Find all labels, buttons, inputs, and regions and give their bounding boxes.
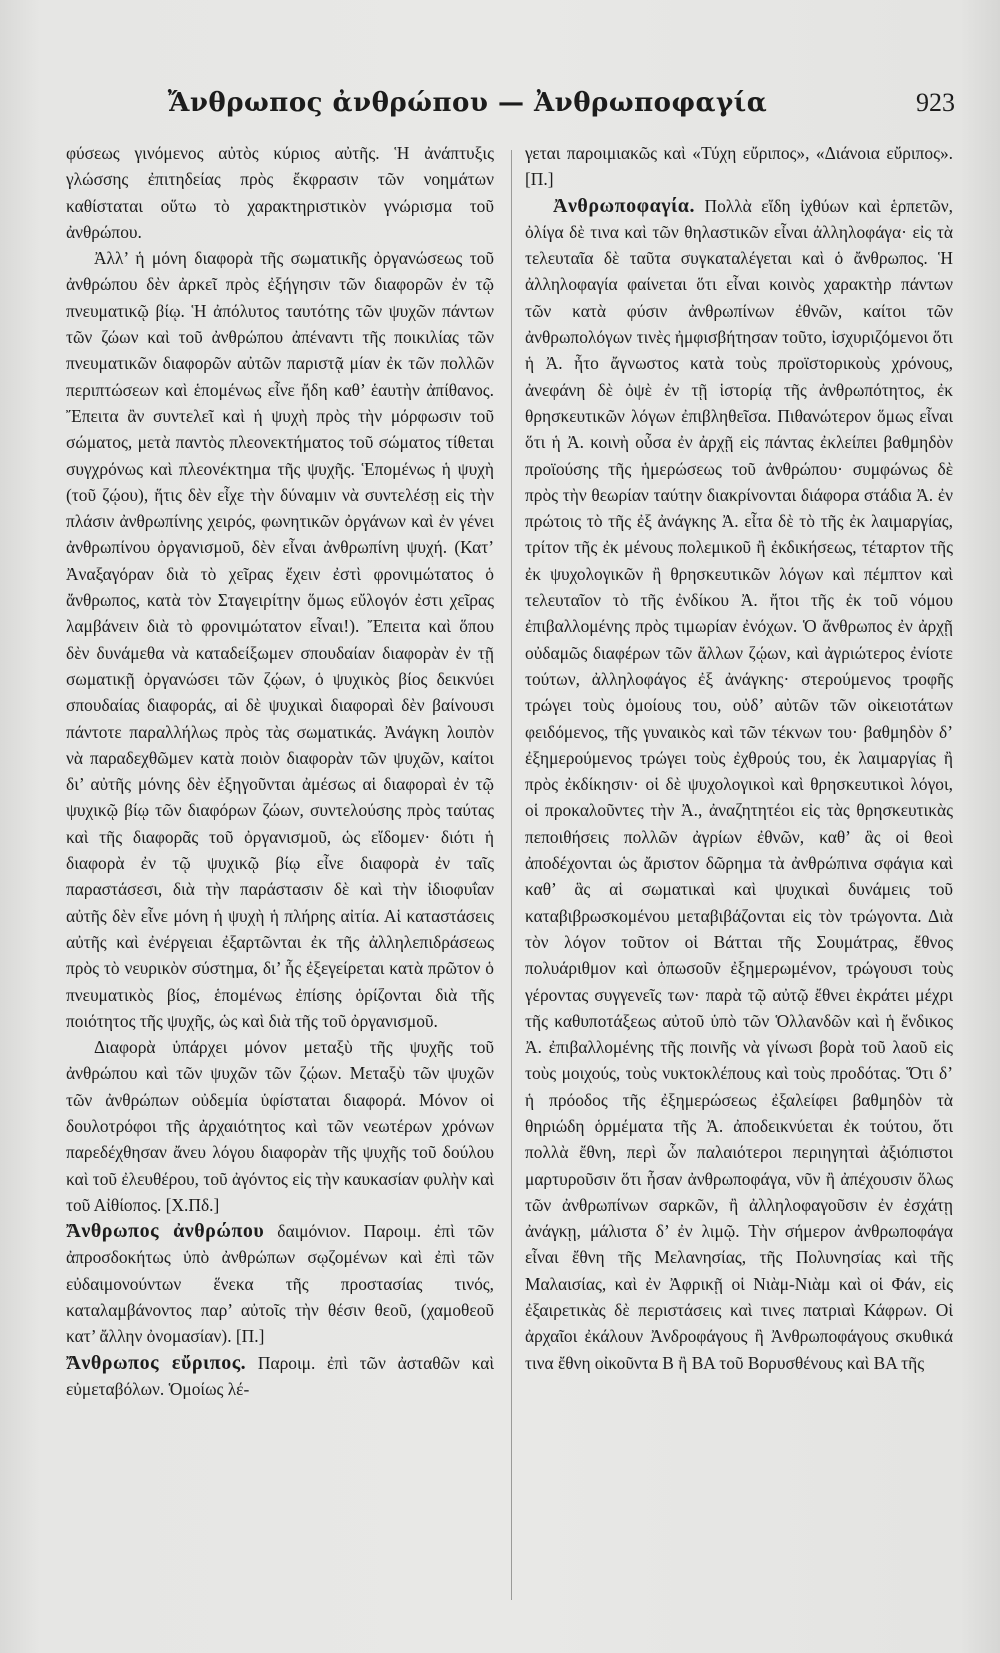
- entry-body: δαιμόνιον. Παροιμ. ἐπὶ τῶν ἀπροσδοκήτως ὑπὸ ἀνθρώπων σῳζομένων καὶ ἐπὶ τῶν εὐδαιμονούντων ἕνεκα τῆς προστασίας τινός, καταλαμβάνοντος παρ’ αὐτοῖς τὴν θέσιν θεοῦ, (χαμοθεοῦ κατ’ ἄλλην ὀνομασίαν). [Π.]: [66, 1221, 494, 1347]
- entry-headword: Ἀνθρωποφαγία.: [553, 194, 695, 217]
- running-title: Ἄνθρωπος ἀνθρώπου — Ἀνθρωποφαγία: [167, 88, 768, 118]
- entry-headword: Ἄνθρωπος ἀνθρώπου: [66, 1220, 265, 1243]
- column-divider: [511, 150, 512, 1600]
- entry-body: Παροιμ. ἐπὶ τῶν ἀσταθῶν καὶ εὐμεταβόλων. Ὁμοίως λέ-: [66, 1352, 494, 1399]
- paragraph: Ἀλλ’ ἡ μόνη διαφορὰ τῆς σωματικῆς ὀργανώσεως τοῦ ἀνθρώπου δὲν ἀρκεῖ πρὸς ἐξήγησιν τῶν διαφορῶν ἐν τῷ πνευματικῷ βίῳ. Ἡ ἀπόλυτος ταυτότης τῶν ψυχῶν πάντων τῶν ζώων καὶ τοῦ ἀνθρώπου ἀπέναντι τῆς ποικιλίας τῶν πνευματικῶν διαφορῶν αὐτῶν παριστᾷ μίαν ἐκ τῶν πολλῶν περιπτώσεων καὶ ἑπομένως εἶνε ἤδη καθ’ ἑαυτὴν ἀπίθανος. Ἔπειτα ἂν συντελεῖ καὶ ἡ ψυχὴ πρὸς τὴν μόρφωσιν τοῦ σώματος, μετὰ παντὸς πλεονεκτήματος τοῦ σώματος τίθεται συγχρόνως καὶ πλεονέκτημα τῆς ψυχῆς. Ἑπομένως ἡ ψυχὴ (τοῦ ζῴου), ἥτις δὲν εἶχε τὴν δύναμιν νὰ συντελέσῃ εἰς τὴν πλάσιν ἀνθρωπίνης χειρός, φωνητικῶν ὀργάνων καὶ ἐν γένει ἀνθρωπίνου ὀργανισμοῦ, δὲν εἶναι ἀνθρωπίνη ψυχή. (Κατ’ Ἀναξαγόραν διὰ τὸ χεῖρας ἔχειν ἐστὶ φρονιμώτατος ὁ ἄνθρωπος, κατὰ τὸν Σταγειρίτην ὅμως εὔλογόν ἐστι χεῖρας λαμβάνειν διὰ τὸ φρονιμώτατον εἶναι!). Ἔπειτα καὶ ὅπου δὲν δυνάμεθα νὰ καταδείξωμεν σπουδαίαν διαφορὰν ἐν τῇ σωματικῇ ὀργανώσει τῶν ζῴων, ὁ ψυχικὸς βίος δεικνύει σπουδαίας διαφοράς, αἱ δὲ ψυχικαὶ διαφοραὶ δὲν βαίνουσι πάντοτε παραλλήλως πρὸς τὰς σωματικάς. Ἀνάγκη λοιπὸν νὰ παραδεχθῶμεν κατὰ ποιὸν διαφορὰν τῶν ψυχῶν, καίτοι δι’ αὐτῆς μόνης δὲν ἐξηγοῦνται ἀμέσως αἱ διαφοραὶ ἐν τῷ ψυχικῷ βίῳ τῶν διαφόρων ζώων, συντελούσης πρὸς ταύτας καὶ τῆς διαφορᾶς τοῦ ὀργανισμοῦ, ὡς εἴδομεν· διότι ἡ διαφορὰ ἐν τῷ ψυχικῷ βίῳ εἶνε διαφορὰ ἐν ταῖς παραστάσεσι, διὰ τὴν παράστασιν δὲ καὶ τὴν ἰδιοφυΐαν αὐτῆς δὲν εἶνε μόνη ἡ ψυχὴ ἡ πλήρης αἰτία. Αἱ καταστάσεις αὐτῆς καὶ ἐνέργειαι ἐξαρτῶνται ἐκ τῆς ἀλληλεπιδράσεως πρὸς τὸ νευρικὸν σύστημα, δι’ ἧς ἐξεγείρεται κατὰ πρῶτον ὁ πνευματικὸς βίος, ἑπομένως ἐπίσης ὁρίζονται διὰ τῆς ποιότητος τῆς ψυχῆς, ὡς καὶ διὰ τῆς τοῦ ὀργανισμοῦ.: [66, 248, 494, 1031]
- entry-body: Πολλὰ εἴδη ἰχθύων καὶ ἑρπετῶν, ὀλίγα δὲ τινα καὶ τῶν θηλαστικῶν εἶναι ἀλληλοφάγα· εἰς τὰ τελευταῖα δὲ ταῦτα συγκαταλέγεται καὶ ὁ ἄνθρωπος. Ἡ ἀλληλοφαγία φαίνεται ὅτι εἶναι κοινὸς χαρακτὴρ πάντων τῶν κατὰ φύσιν ἀνθρωπίνων ἐθνῶν, καίτοι τῶν ἀνθρωπολόγων τινὲς ἠμφισβήτησαν τοῦτο, ἰσχυριζόμενοι ὅτι ἡ Ἀ. ἦτο ἄγνωστος κατὰ τοὺς προϊστορικοὺς χρόνους, ἀνεφάνη δὲ ὀψὲ ἐν τῇ ἱστορίᾳ τῆς ἀνθρωπότητος, ἐκ θρησκευτικῶν λόγων ἐπιβληθεῖσα. Πιθανώτερον ὅμως εἶναι ὅτι ἡ Ἀ. κοινὴ οὖσα ἐν ἀρχῇ εἰς πάντας ἐκλείπει βαθμηδὸν προϊούσης τῆς ἡμερώσεως τοῦ ἀνθρώπου· συμφώνως δὲ πρὸς τὴν θεωρίαν ταύτην διακρίνονται διάφορα στάδια Ἀ. ἐν πρώτοις τὸ τῆς ἐξ ἀνάγκης Ἀ. εἶτα δὲ τὸ τῆς ἐκ λαιμαργίας, τρίτον τῆς ἐκ μένους πολεμικοῦ ἢ ἐκδικήσεως, τέταρτον τῆς ἐκ ψυχολογικῶν ἢ θρησκευτικῶν λόγων καὶ πέμπτον καὶ τελευταῖον τὸ τῆς ἐνδίκου Ἀ. ἤτοι τῆς ἐκ τοῦ νόμου ἐπιβαλλομένης πρὸς τιμωρίαν ἐνόχων. Ὁ ἄνθρωπος ἐν ἀρχῇ οὐδαμῶς διαφέρων τῶν ἄλλων ζῴων, καὶ ἀγριώτερος ἐνίοτε τούτων, ἀλληλοφάγος ἐξ ἀνάγκης· στερούμενος τροφῆς τρώγει τοὺς ὁμοίους του, οὐδ’ αὐτῶν τῶν οἰκειοτάτων φειδόμενος, τῆς γυναικὸς καὶ τῶν τέκνων του· βαθμηδὸν δ’ ἐξημερούμενος τρώγει τοὺς ἐχθρούς του, ἐκ λαιμαργίας ἢ πρὸς ἐκδίκησιν· οἱ δὲ ψυχολογικοὶ καὶ θρησκευτικοὶ λόγοι, οἱ προκαλοῦντες τὴν Ἀ., ἀναζητητέοι εἰς τὰς θρησκευτικὰς πεποιθήσεις πολλῶν ἀγρίων ἐθνῶν, καθ’ ἃς οἱ θεοὶ ἀποδέχονται ὡς ἄριστον δῶρημα τὰ ἀνθρώπινα σφάγια καὶ καθ’ ἃς αἱ σωματικαὶ καὶ ψυχικαὶ δυνάμεις τοῦ καταβιβρωσκομένου μεταβιβάζονται εἰς τὸν τρώγοντα. Διὰ τὸν λόγον τοῦτον οἱ Βάτται τῆς Σουμάτρας, ἔθνος πολυάριθμον καὶ ὁπωσοῦν ἐξημερωμένον, τρώγουσι τοὺς γέροντας συγγενεῖς των· παρὰ τῷ αὐτῷ ἔθνει ἐκράτει μέχρι τῆς καθυποτάξεως αὐτοῦ ὑπὸ τῶν Ὁλλανδῶν καὶ ἡ ἔνδικος Ἀ. ἐπιβαλλομένης τῆς ποινῆς νὰ γίνωσι βορὰ τοῦ λαοῦ εἰς τοὺς μοιχούς, τοὺς νυκτοκλέπους καὶ τοὺς προδότας. Ὅτι δ’ ἡ πρόοδος τῆς ἐξημερώσεως ἐξαλείφει βαθμηδὸν τὰ θηριώδη ὁρμέματα τῆς Ἀ. ἀποδεικνύεται ἐκ τούτου, ὅτι πολλὰ ἔθνη, περὶ ὧν παλαιότεροι περιηγηταὶ ἀξιόπιστοι μαρτυροῦσιν ὅτι ἦσαν ἀνθρωποφάγα, νῦν ἢ ἀπέχουσιν ὅλως τῶν ἀνθρωπίνων σαρκῶν, ἢ ἀλληλοφαγοῦσιν ἐν ἐσχάτῃ ἀνάγκῃ, μάλιστα δ’ ἐν λιμῷ. Τὴν σήμερον ἀνθρωποφάγα εἶναι ἔθνη τῆς Μελανησίας, τῆς Πολυνησίας καὶ τῆς Μαλαισίας, καὶ ἐν Ἀφρικῇ οἱ Νιὰμ-Νιὰμ καὶ οἱ Φάν, εἰς ἐξαιρετικὰς δὲ περιστάσεις καὶ τινες πατριαὶ Κάφρων. Οἱ ἀρχαῖοι ἐκάλουν Ἀνδροφάγους ἢ Ἀνθρωποφάγους σκυθικά τινα ἔθνη οἰκοῦντα Β ἢ ΒΑ τοῦ Βορυσθένους καὶ ΒΑ τῆς: [525, 195, 953, 1373]
- left-column: [66, 140, 494, 1402]
- running-header: [60, 88, 955, 128]
- right-column: [525, 140, 953, 1376]
- entry-anthropophagia: [525, 193, 953, 1376]
- paragraph: Διαφορὰ ὑπάρχει μόνον μεταξὺ τῆς ψυχῆς τοῦ ἀνθρώπου καὶ τῶν ψυχῶν τῶν ζῴων. Μεταξὺ τῶν ψυχῶν τῶν ἀνθρώπων οὐδεμία ὑφίσταται διαφορά. Μόνον οἱ δουλοτρόφοι τῆς ἀρχαιότητος καὶ τῶν νεωτέρων χρόνων παρεδέχθησαν ἄνευ λόγου διαφορὰν τῆς ψυχῆς τοῦ δούλου καὶ τοῦ ἐλευθέρου, τοῦ ἀγόντος εἰς τὴν καυκασίαν φυλὴν καὶ τοῦ Αἰθίοπος. [Χ.Πδ.]: [66, 1037, 494, 1215]
- paragraph: γεται παροιμιακῶς καὶ «Τύχη εὔριπος», «Διάνοια εὔριπος». [Π.]: [525, 143, 953, 190]
- entry-anthropos-anthropou: [66, 1218, 494, 1349]
- paragraph: φύσεως γινόμενος αὐτὸς κύριος αὐτῆς. Ἡ ἀνάπτυξις γλώσσης ἐπιτηδείας πρὸς ἔκφρασιν τῶν νοημάτων καθίσταται οὕτω τὸ χαρακτηριστικὸν γνώρισμα τοῦ ἀνθρώπου.: [66, 143, 494, 242]
- entry-anthropos-euripos: [66, 1350, 494, 1403]
- entry-headword: Ἄνθρωπος εὔριπος.: [66, 1351, 247, 1374]
- page-number: 923: [916, 88, 955, 117]
